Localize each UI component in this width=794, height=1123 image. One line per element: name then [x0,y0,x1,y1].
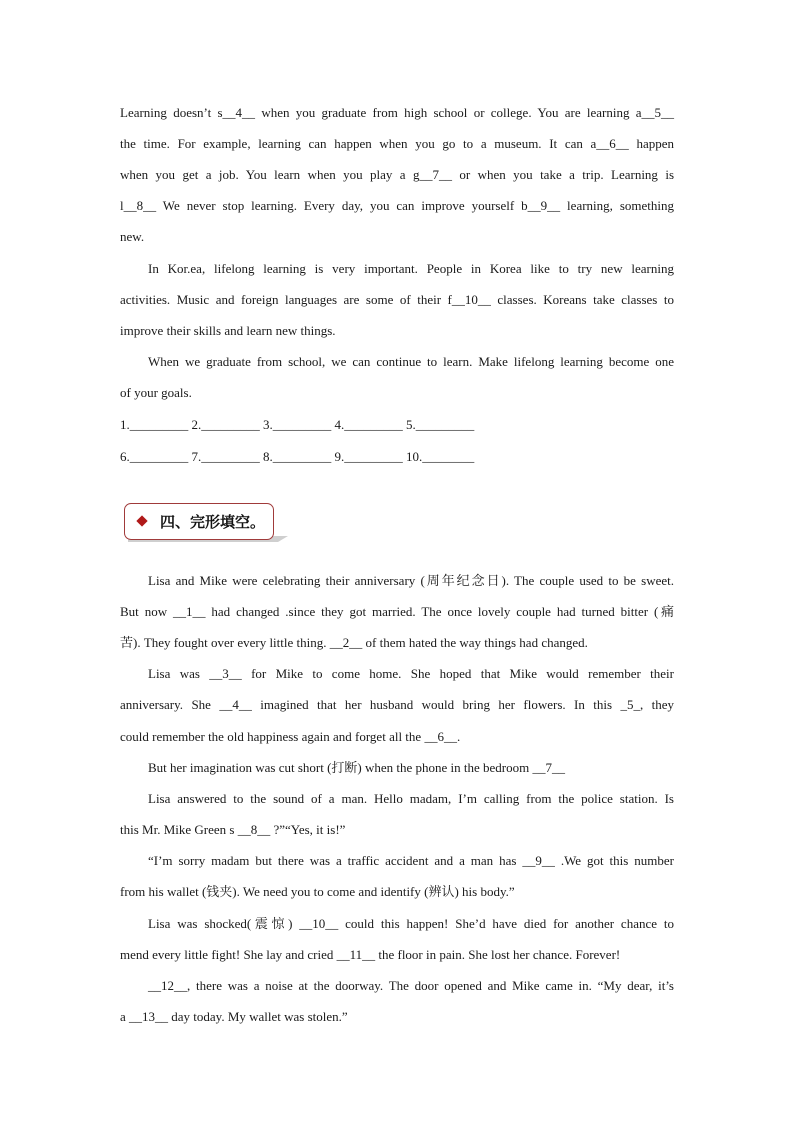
passage2-line: “I’m sorry madam but there was a traffic accident and a man has __9__ .We got this number [148,853,674,868]
passage2-line: Lisa was shocked(震惊) __10__ could this happen! She’d have died for another chance to [148,916,674,931]
answer-blanks-row-2: 6._________ 7._________ 8._________ 9._________ 10.________ [120,449,475,464]
passage1-line: new. [120,229,145,244]
passage2-line: anniversary. She __4__ imagined that her husband would bring her flowers. In this _5_, they [120,697,674,712]
passage1-line: the time. For example, learning can happen when you go to a museum. It can a__6__ happen [120,136,674,151]
passage2-line: __12__, there was a noise at the doorway. The door opened and Mike came in. “My dear, it’s [148,978,674,993]
passage1-line: when you get a job. You learn when you play a g__7__ or when you take a trip. Learning is [120,167,674,182]
passage2-line: But her imagination was cut short (打断) when the phone in the bedroom __7__ [148,760,566,775]
passage1-line: of your goals. [120,385,192,400]
section-title: 四、完形填空。 [160,513,266,531]
passage2-line: Lisa was __3__ for Mike to come home. She hoped that Mike would remember their [148,666,674,681]
passage1-line: improve their skills and learn new things. [120,323,336,338]
passage2-line: Lisa answered to the sound of a man. Hello madam, I’m calling from the police station. Is [148,791,674,806]
passage1-line: Learning doesn’t s__4__ when you graduate from high school or college. You are learning a__5__ [120,105,674,120]
passage2-line: But now __1__ had changed .since they got married. The once lovely couple had turned bitter (痛 [120,604,674,619]
passage2-line: 苦). They fought over every little thing. __2__ of them hated the way things had changed. [120,635,588,650]
passage2-line: Lisa and Mike were celebrating their anniversary (周年纪念日). The couple used to be sweet. [148,573,674,588]
passage1-line: When we graduate from school, we can continue to learn. Make lifelong learning become one [148,354,674,369]
passage2-line: this Mr. Mike Green s __8__ ?”“Yes, it is!” [120,822,346,837]
passage2-line: could remember the old happiness again and forget all the __6__. [120,729,461,744]
passage2-line: from his wallet (钱夹). We need you to come and identify (辨认) his body.” [120,884,515,899]
passage2-line: a __13__ day today. My wallet was stolen.” [120,1009,348,1024]
passage1-line: l__8__ We never stop learning. Every day, you can improve yourself b__9__ learning, something [120,198,674,213]
answer-blanks-row-1: 1._________ 2._________ 3._________ 4._________ 5._________ [120,417,475,432]
passage1-line: activities. Music and foreign languages are some of their f__10__ classes. Koreans take classes to [120,292,674,307]
passage1-line: In Kor.ea, lifelong learning is very important. People in Korea like to try new learning [148,261,674,276]
passage2-line: mend every little fight! She lay and cried __11__ the floor in pain. She lost her chance. Forever! [120,947,621,962]
